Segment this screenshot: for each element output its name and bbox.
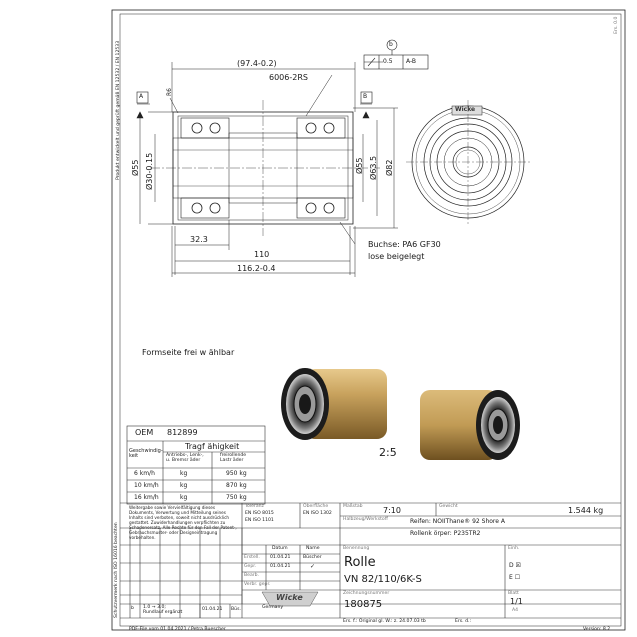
tolerance-v2: EN ISO 1101 xyxy=(245,518,274,523)
form-note: Formseite frei w ählbar xyxy=(142,348,235,357)
material-note: Buchse: PA6 GF30 xyxy=(368,240,441,249)
meta-name-2: ✓ xyxy=(310,563,316,570)
dim-32: 32.3 xyxy=(190,235,208,244)
tolerance-v1: EN ISO 8015 xyxy=(245,511,274,516)
mass-scale-value: 7:10 xyxy=(383,506,401,515)
change-date: 01.04.21 xyxy=(202,607,223,612)
meta-label-1: Erstell. xyxy=(244,555,260,560)
dim-radius: R6 xyxy=(166,88,173,96)
unit-label: Einh. xyxy=(508,546,520,551)
footer-side: Schutzvermerk nach ISO 16016 beachten xyxy=(114,522,119,618)
sheet-value: 1/1 xyxy=(510,597,523,606)
tolerance-frame xyxy=(364,40,428,69)
drawing-title: Rolle xyxy=(344,555,376,570)
weight-value: 1.544 kg xyxy=(568,506,604,515)
change-name: Büs. xyxy=(231,607,241,612)
section-view xyxy=(150,100,380,236)
dim-d55-left: Ø55 xyxy=(131,159,140,176)
cap-drive-3: kg xyxy=(180,494,188,501)
dim-110: 110 xyxy=(254,250,270,259)
tol-ref: A-B xyxy=(406,58,417,65)
cap-free-1: 950 kg xyxy=(226,470,247,477)
mass-scale-label: Maßstab xyxy=(343,504,363,509)
cap-free-2: 870 kg xyxy=(226,482,247,489)
scale-note: 2:5 xyxy=(379,446,397,459)
footer-version: Version: 8.2 xyxy=(583,627,611,632)
side-view-wheel xyxy=(406,100,530,224)
tol-label: b xyxy=(389,41,393,48)
wheel-brand-mark: Wicke xyxy=(455,106,476,113)
tol-value: 0.5 xyxy=(383,58,393,65)
sheet-label: Blatt xyxy=(508,591,519,596)
oem-label: OEM xyxy=(135,428,154,437)
dim-116: 116.2-0.4 xyxy=(237,264,276,273)
meta-date-1: 01.04.21 xyxy=(270,555,291,560)
semi-label: Halbzeug/Werkstoff xyxy=(343,517,388,522)
wheel-render-right xyxy=(420,390,520,460)
col-drive: Antriebs-, Lenk-, u. Bremsr äder xyxy=(166,453,204,463)
semi-line2: Rollenk örper: P235TR2 xyxy=(410,530,481,537)
col-speed: Geschwindig- keit xyxy=(129,448,163,459)
rev-head-date: Datum xyxy=(272,546,288,551)
dim-d63: Ø63.5 xyxy=(369,155,378,180)
ersatz: Ers. f.: Original gl. W.: z. 24.07.03 tb xyxy=(343,619,426,624)
capacity-table-lines xyxy=(127,426,265,504)
meta-date-2: 01.04.21 xyxy=(270,564,291,569)
cap-speed-3: 16 km/h xyxy=(134,494,159,501)
meta-name-1: Büscher xyxy=(303,555,322,560)
weight-label: Gewicht xyxy=(439,504,458,509)
meta-label-4: Verbr. gepr. xyxy=(244,582,271,587)
zeich-label: Zeichnungsnummer xyxy=(343,591,390,596)
benennung-label: Benennung xyxy=(343,546,370,551)
surface-label: Oberfläche xyxy=(303,504,329,509)
sheet-format: A4 xyxy=(512,608,519,613)
semi-line1: Reifen: NOIIThane® 92 Shore A xyxy=(410,518,505,525)
unit-e-box: E ☐ xyxy=(509,574,521,581)
meta-label-2: Gepr. xyxy=(244,564,257,569)
drawing-subtitle: VN 82/110/6K-S xyxy=(344,574,422,585)
rev-head-name: Name xyxy=(306,546,320,551)
side-note: Produkt entwickelt und geprüft gemäß EN 12532 / EN 12533 xyxy=(116,40,121,180)
dim-bearing: 6006-2RS xyxy=(269,73,308,82)
cap-speed-1: 6 km/h xyxy=(134,470,155,477)
wheel-render-left xyxy=(281,368,387,440)
legal-text: Weitergabe sowie Vervielfältigung dieses Dokuments, Verwertung und Mitteilung seines Inhalts sind verboten, soweit nicht ausdrücklich gestattet. Zuwiderhandlungen verpflichten zu Schadenersatz. Alle Rechte für den Fall der Patent-, Gebrauchsmuster- oder Designeintragung vorbehalten. xyxy=(129,505,237,540)
datum-b: B xyxy=(363,93,368,100)
drawing-number: 180875 xyxy=(344,599,383,610)
ersetzt-durch: Ers. d.: xyxy=(455,619,472,624)
change-text-1: 1.0 → 3.0; xyxy=(143,605,166,610)
unit-d-box: D ☒ xyxy=(509,562,521,569)
brand-logo-text: Wicke xyxy=(276,593,303,602)
dim-d82: Ø82 xyxy=(385,159,394,176)
dim-d55-right: Ø55 xyxy=(355,157,364,174)
cap-free-3: 750 kg xyxy=(226,494,247,501)
cap-drive-1: kg xyxy=(180,470,188,477)
corner-mark: Ers. 0.0 xyxy=(614,16,619,34)
loose-note: lose beigelegt xyxy=(368,252,425,261)
change-text-2: Rundlauf ergänzt xyxy=(143,610,183,615)
tolerance-label: Toleranz xyxy=(245,504,264,509)
dim-d30: Ø30-0.15 xyxy=(145,152,154,190)
change-idx: b xyxy=(131,606,134,611)
capacity-title: Tragf ähigkeit xyxy=(185,442,240,451)
dim-top: (97.4-0.2) xyxy=(237,59,277,68)
surface-v1: EN ISO 1302 xyxy=(303,511,332,516)
cap-drive-2: kg xyxy=(180,482,188,489)
brand-country: Germany xyxy=(262,605,284,610)
col-free: freirollende Lastr äder xyxy=(220,453,247,463)
cap-speed-2: 10 km/h xyxy=(134,482,159,489)
footer-pdf: PDF-File vom 01.04.2021 / Petra Buescher xyxy=(129,627,226,632)
oem-value: 812899 xyxy=(167,428,198,437)
meta-label-3: Bearb. xyxy=(244,573,260,578)
datum-a: A xyxy=(139,93,144,100)
